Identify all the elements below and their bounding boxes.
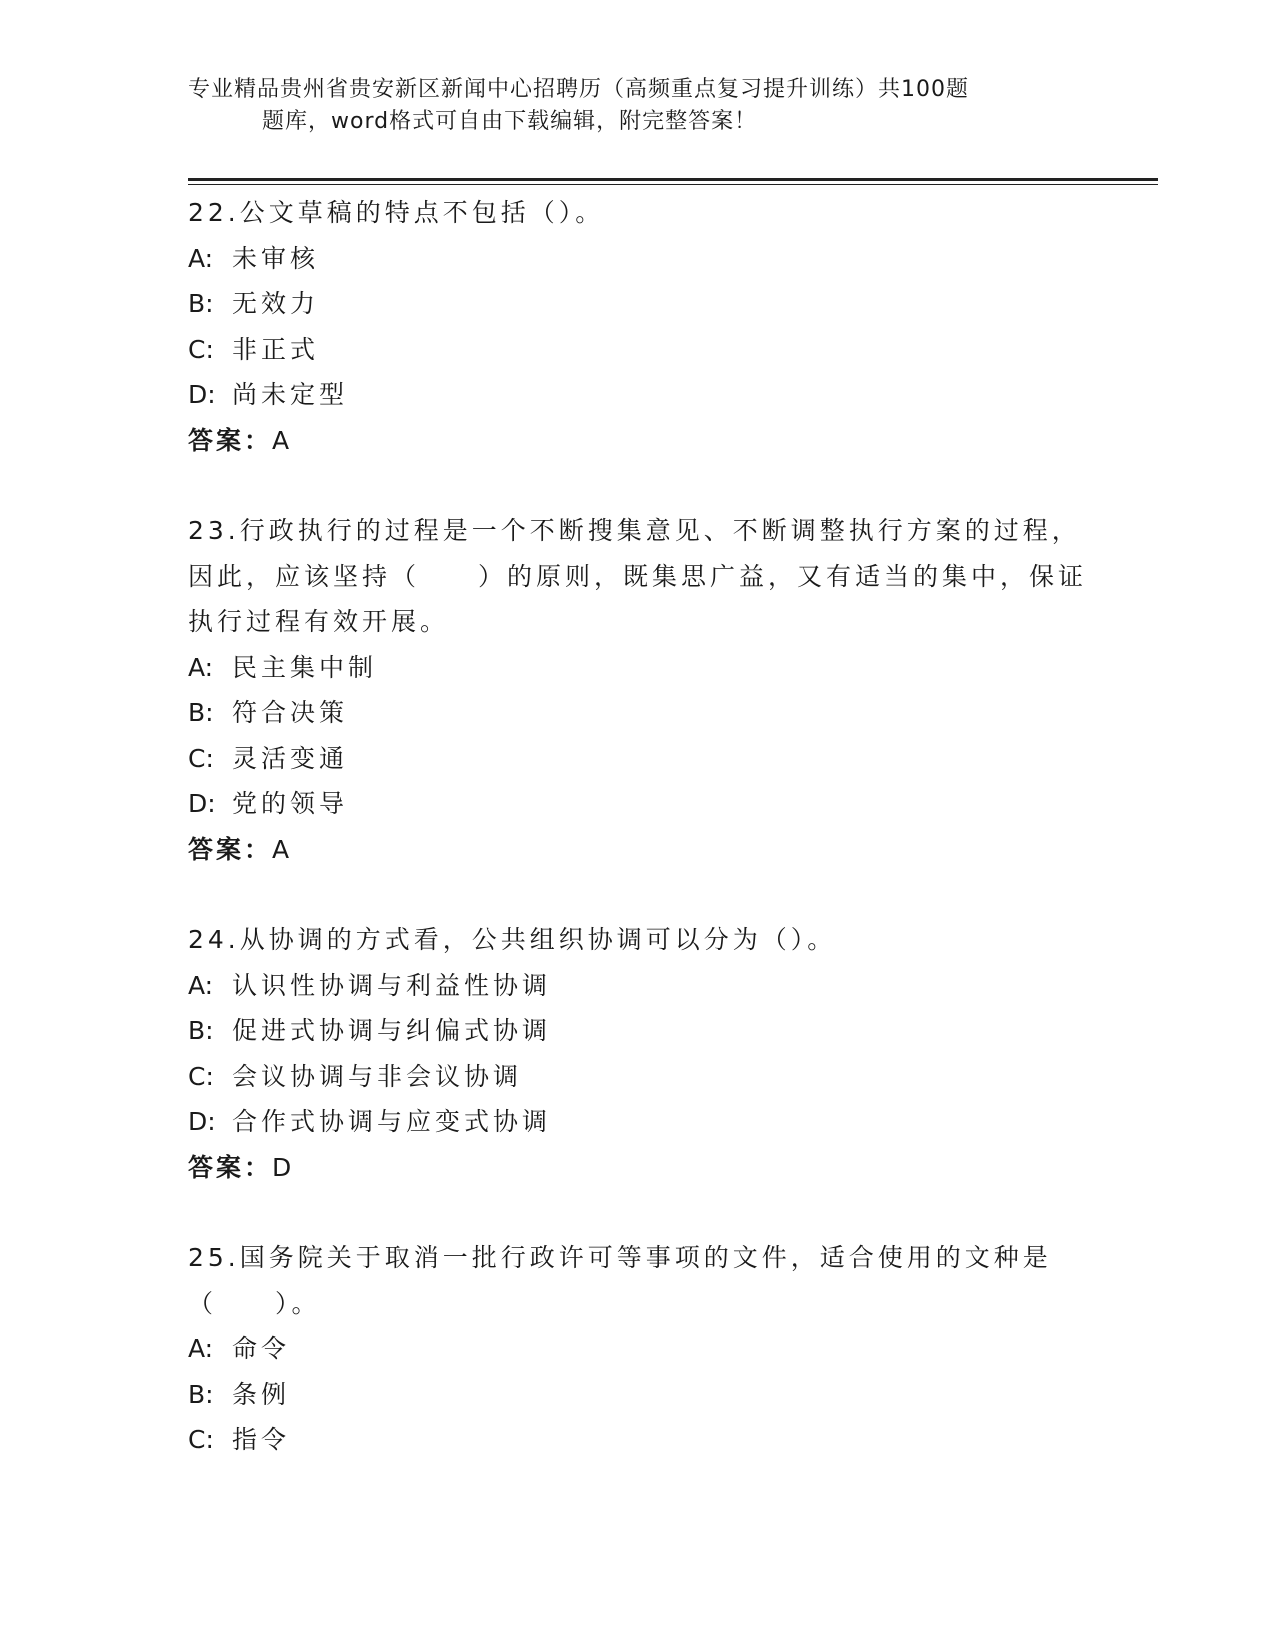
option-text: 促进式协调与纠偏式协调 <box>232 1016 552 1045</box>
option-text: 尚未定型 <box>232 380 349 409</box>
option-key: A: <box>188 970 214 1000</box>
option-text: 党的领导 <box>232 789 349 818</box>
option-d <box>188 1099 1088 1145</box>
answer-line <box>188 418 1088 464</box>
option-text: 指令 <box>232 1425 291 1454</box>
option-b <box>188 690 1088 736</box>
answer-value: A <box>272 425 292 455</box>
option-a <box>188 1326 1088 1372</box>
header-title-line-2: 题库，word格式可自由下载编辑，附完整答案！ <box>262 109 758 134</box>
option-key: D: <box>188 380 216 409</box>
answer-value: D <box>272 1152 294 1182</box>
question-stem: 25.国务院关于取消一批行政许可等事项的文件，适合使用的文种是（ ）。 <box>188 1243 1052 1318</box>
option-d <box>188 372 1088 418</box>
option-key: A: <box>188 1334 214 1363</box>
header-divider <box>188 178 1158 185</box>
option-c <box>188 327 1088 373</box>
header-title-line-1: 专业精品贵州省贵安新区新闻中心招聘历（高频重点复习提升训练）共100题 <box>188 77 969 102</box>
option-b <box>188 281 1088 327</box>
question-stem: 23.行政执行的过程是一个不断搜集意见、不断调整执行方案的过程，因此，应该坚持（ ）的原则，既集思广益，又有适当的集中，保证执行过程有效开展。 <box>188 516 1088 636</box>
option-key: B: <box>188 1379 214 1409</box>
question-list <box>188 190 1088 1508</box>
option-key: C: <box>188 334 214 364</box>
option-key: A: <box>188 243 214 273</box>
option-c <box>188 736 1088 782</box>
option-key: B: <box>188 289 214 318</box>
option-a <box>188 645 1088 691</box>
option-key: D: <box>188 1107 216 1136</box>
question-stem: 22.公文草稿的特点不包括（）。 <box>188 198 605 227</box>
option-a <box>188 236 1088 282</box>
document-header <box>188 74 1068 138</box>
option-d <box>188 781 1088 827</box>
question-24 <box>188 917 1088 1190</box>
option-key: A: <box>188 652 214 682</box>
option-text: 无效力 <box>232 289 320 318</box>
answer-value: A <box>272 834 292 864</box>
question-23 <box>188 508 1088 872</box>
option-key: D: <box>188 789 216 818</box>
answer-label: 答案： <box>188 425 273 455</box>
option-a <box>188 963 1088 1009</box>
option-text: 符合决策 <box>232 698 349 727</box>
option-text: 民主集中制 <box>232 652 378 682</box>
option-key: C: <box>188 1425 214 1454</box>
question-25 <box>188 1235 1088 1463</box>
answer-line <box>188 827 1088 873</box>
option-text: 命令 <box>232 1334 291 1363</box>
option-text: 合作式协调与应变式协调 <box>232 1107 552 1136</box>
option-text: 条例 <box>232 1379 291 1409</box>
option-text: 会议协调与非会议协调 <box>232 1061 523 1091</box>
option-text: 非正式 <box>232 334 320 364</box>
option-key: C: <box>188 1061 214 1091</box>
option-text: 认识性协调与利益性协调 <box>232 970 552 1000</box>
option-key: B: <box>188 1016 214 1045</box>
option-key: B: <box>188 698 214 727</box>
option-b <box>188 1008 1088 1054</box>
option-c <box>188 1054 1088 1100</box>
question-22 <box>188 190 1088 463</box>
answer-line <box>188 1145 1088 1191</box>
option-text: 灵活变通 <box>232 743 349 773</box>
option-text: 未审核 <box>232 243 320 273</box>
answer-label: 答案： <box>188 1152 273 1182</box>
option-b <box>188 1372 1088 1418</box>
option-c <box>188 1417 1088 1463</box>
option-key: C: <box>188 743 214 773</box>
answer-label: 答案： <box>188 834 273 864</box>
question-stem: 24.从协调的方式看，公共组织协调可以分为（）。 <box>188 925 837 954</box>
